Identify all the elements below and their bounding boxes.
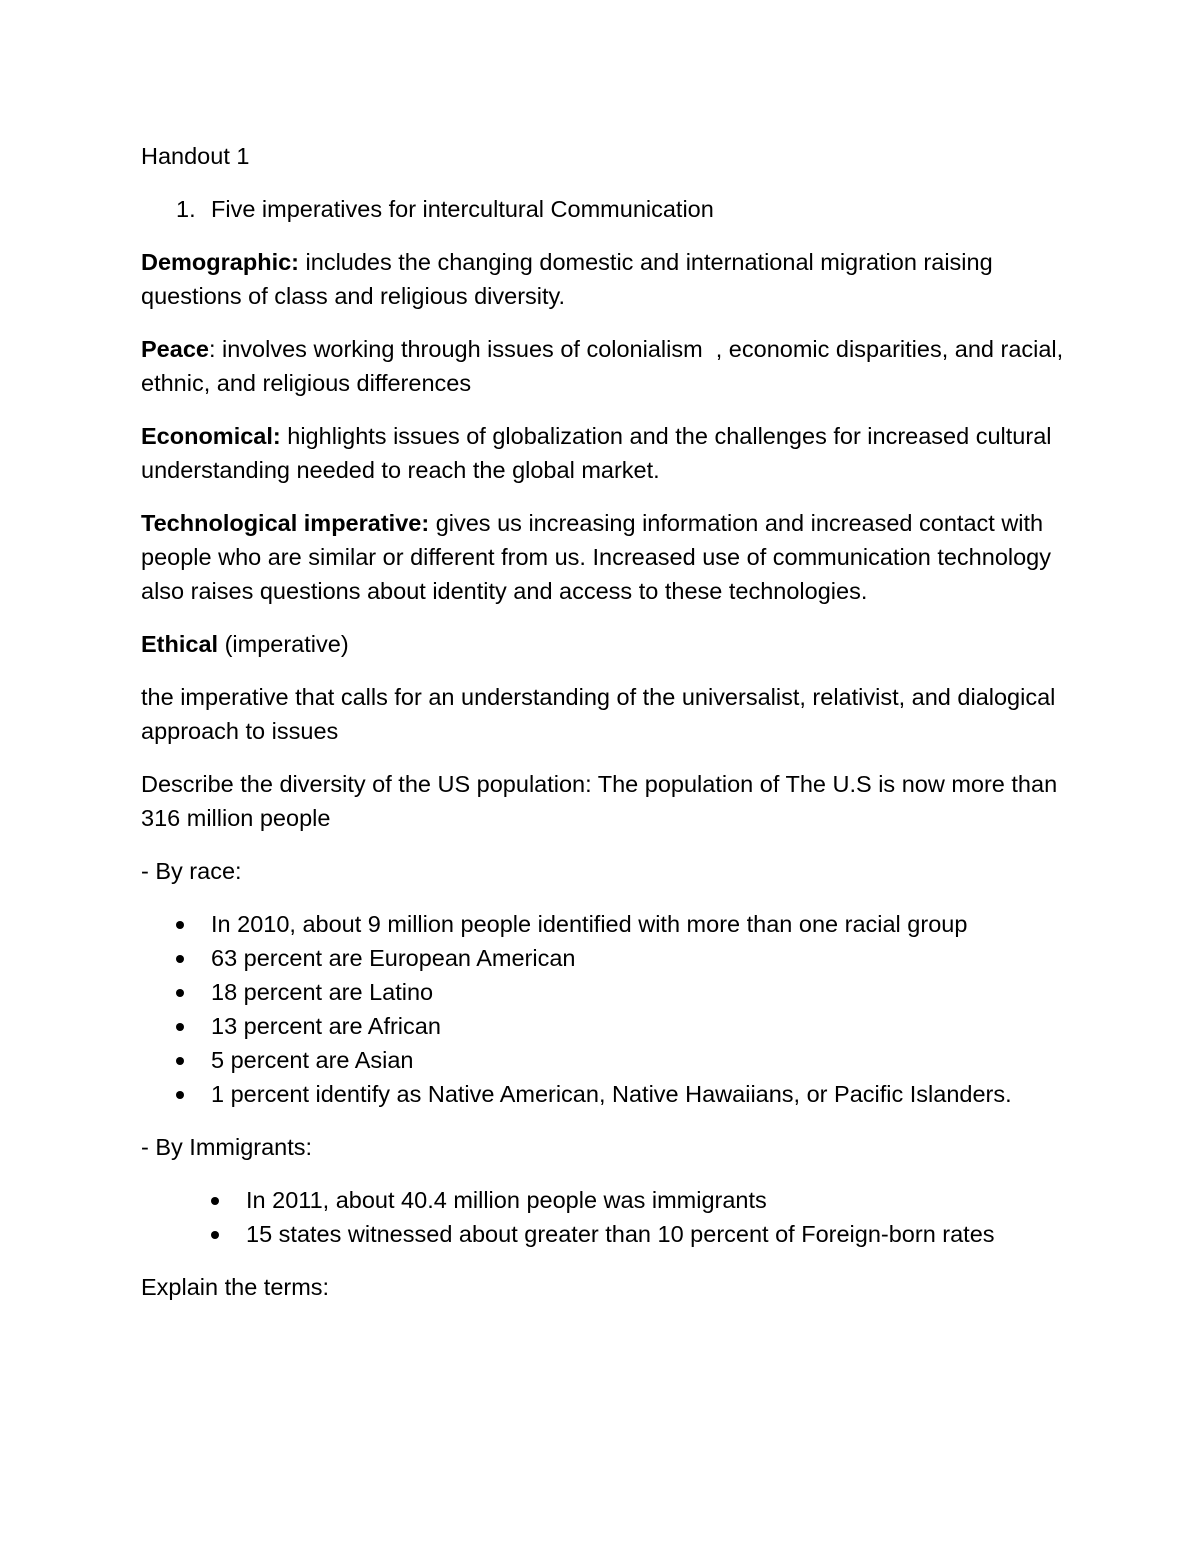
paragraph-demographic [141,245,1071,313]
term-economical: Economical: [141,423,281,449]
term-demographic: Demographic: [141,249,299,275]
bullet-icon [211,1231,219,1239]
immigrants-bullet-list [141,1183,1071,1251]
list-item [141,1077,1071,1111]
text-peace: : involves working through issues of colonialism , economic disparities, and racial, ethnic, and religious differences [141,336,1064,396]
document-body [141,139,1071,1323]
list-item [141,1043,1071,1077]
list-item [141,941,1071,975]
bullet-icon [211,1197,219,1205]
numbered-list [141,192,1071,226]
bullet-icon [176,921,184,929]
list-item-text: 63 percent are European American [211,945,576,971]
list-item-text: 15 states witnessed about greater than 10 percent of Foreign-born rates [246,1221,995,1247]
term-peace: Peace [141,336,209,362]
term-ethical: Ethical [141,631,219,657]
list-item [141,1217,1071,1251]
paragraph-diversity-intro: Describe the diversity of the US population: The population of The U.S is now more than 316 million people [141,771,1058,831]
list-item [141,1009,1071,1043]
list-item-text: In 2011, about 40.4 million people was immigrants [246,1187,767,1213]
document-title: Handout 1 [141,143,250,169]
list-item [141,1183,1071,1217]
term-technological: Technological imperative: [141,510,430,536]
list-item-text: 5 percent are Asian [211,1047,414,1073]
paragraph-explain-terms: Explain the terms: [141,1274,330,1300]
list-item-text: 13 percent are African [211,1013,441,1039]
paragraph-peace [141,332,1071,400]
list-item-text: Five imperatives for intercultural Communication [211,196,714,222]
bullet-icon [176,1057,184,1065]
bullet-icon [176,1091,184,1099]
bullet-icon [176,989,184,997]
race-bullet-list [141,907,1071,1111]
bullet-icon [176,1023,184,1031]
list-item-text: 1 percent identify as Native American, Native Hawaiians, or Pacific Islanders. [211,1081,1012,1107]
paragraph-economical [141,419,1071,487]
list-number: 1. [176,196,196,222]
text-demographic: includes the changing domestic and international migration raising questions of class and religious diversity. [141,249,993,309]
paragraph-ethical-description: the imperative that calls for an understanding of the universalist, relativist, and dialogical approach to issues [141,684,1056,744]
list-item [141,975,1071,1009]
list-item [141,907,1071,941]
heading-by-immigrants: - By Immigrants: [141,1134,313,1160]
text-ethical: (imperative) [218,631,349,657]
text-economical: highlights issues of globalization and the challenges for increased cultural understanding needed to reach the global market. [141,423,1052,483]
bullet-icon [176,955,184,963]
text-technological: gives us increasing information and increased contact with people who are similar or different from us. Increased use of communication technology also raises questions about identity and access to these technologies. [141,510,1052,604]
heading-by-race: - By race: [141,858,242,884]
paragraph-ethical [141,627,1071,661]
list-item-text: 18 percent are Latino [211,979,434,1005]
list-item-text: In 2010, about 9 million people identified with more than one racial group [211,911,968,937]
list-item [141,192,1071,226]
paragraph-technological [141,506,1071,608]
